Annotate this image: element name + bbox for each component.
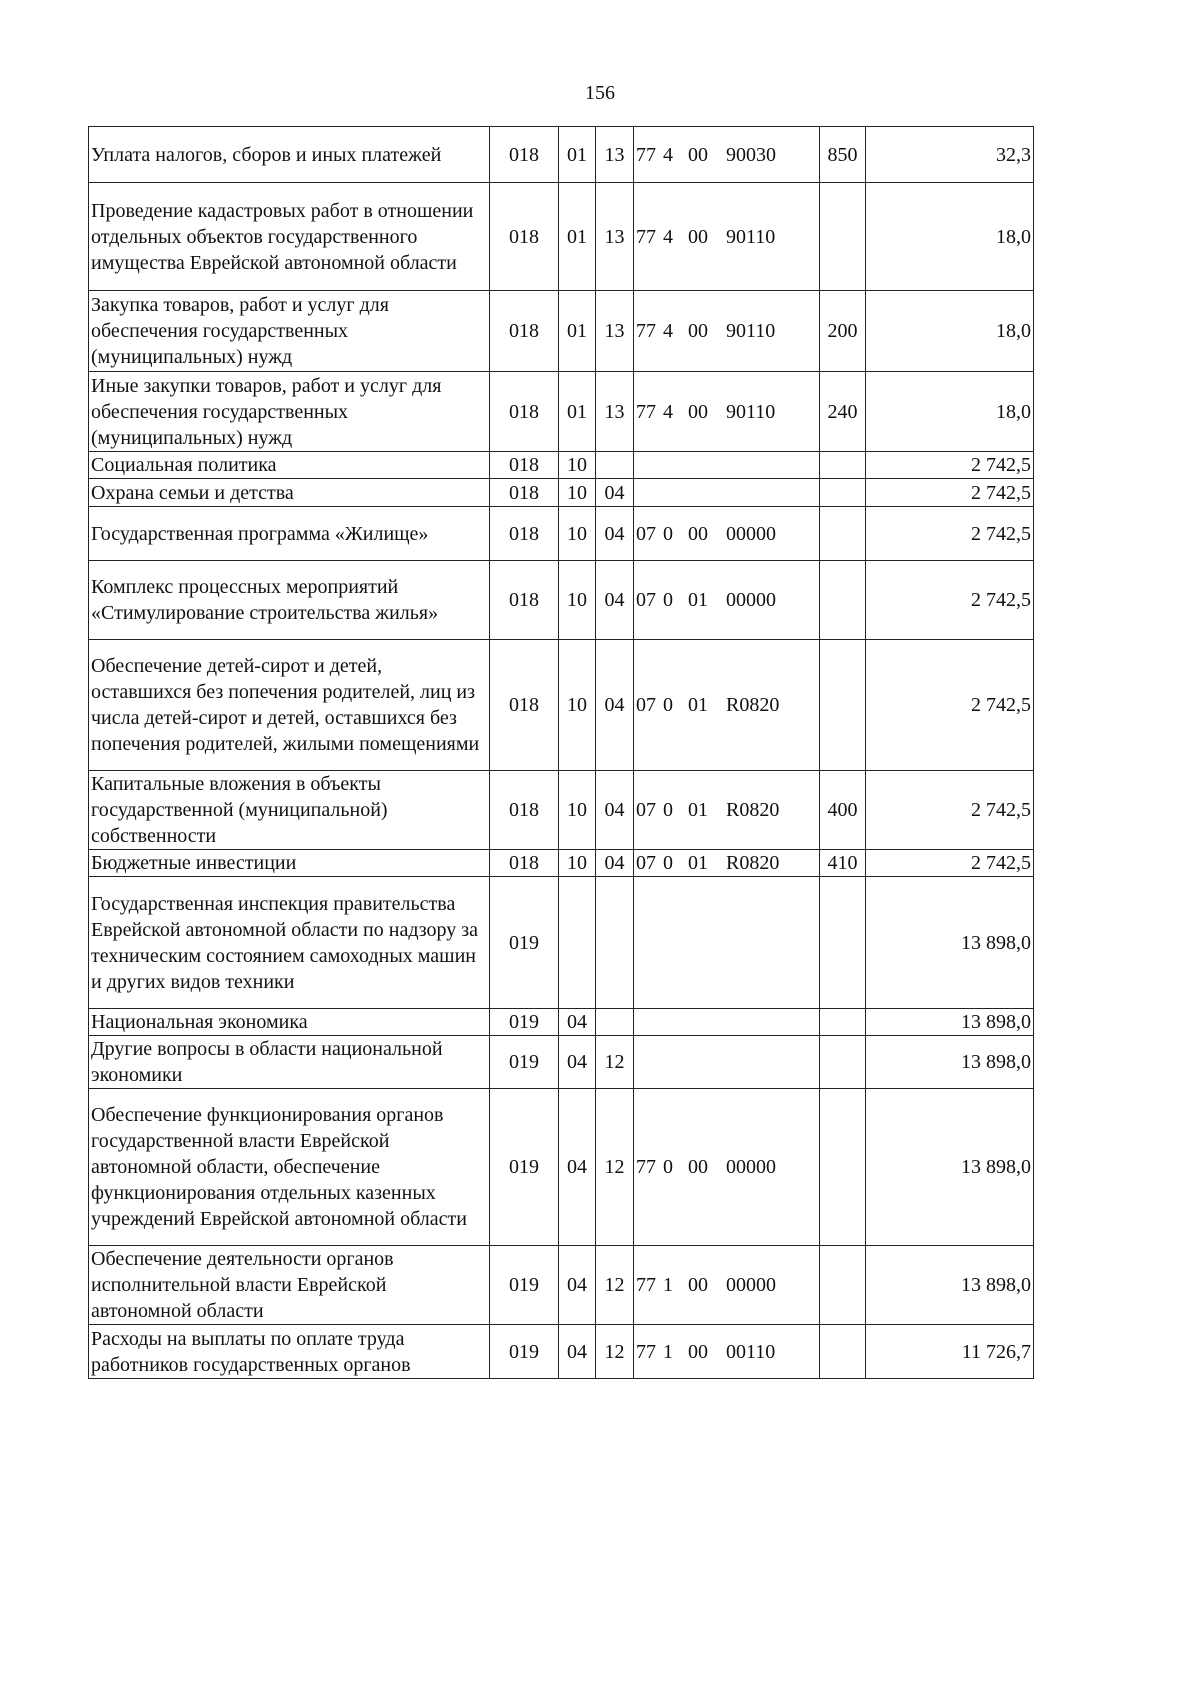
table-row: [89, 877, 1034, 1009]
row-name: Уплата налогов, сборов и иных платежей: [89, 127, 490, 183]
section-code: 04: [559, 1089, 596, 1246]
ministry-code: 019: [490, 877, 559, 1009]
program-code: [634, 479, 820, 507]
ministry-code: 019: [490, 1246, 559, 1325]
program-code: [634, 183, 820, 291]
program-code-part: 0: [663, 1156, 673, 1178]
subsection-code: 04: [596, 561, 634, 640]
ministry-code: 018: [490, 183, 559, 291]
subsection-code: 04: [596, 479, 634, 507]
subsection-code: 12: [596, 1036, 634, 1089]
amount: 32,3: [866, 127, 1034, 183]
program-code-part: 00000: [726, 1274, 776, 1296]
expense-type-code: [820, 561, 866, 640]
program-code: [634, 372, 820, 452]
ministry-code: 019: [490, 1089, 559, 1246]
amount: 13 898,0: [866, 1009, 1034, 1036]
amount: 2 742,5: [866, 561, 1034, 640]
row-name: Расходы на выплаты по оплате труда работников государственных органов: [89, 1325, 490, 1379]
program-code-part: 0: [663, 852, 673, 874]
table-body: [89, 127, 1034, 1379]
program-code-part: 77: [636, 400, 656, 423]
row-name: Проведение кадастровых работ в отношении отдельных объектов государственного имущества Еврейской автономной области: [89, 183, 490, 291]
section-code: 04: [559, 1246, 596, 1325]
table-row: [89, 452, 1034, 479]
expense-type-code: 240: [820, 372, 866, 452]
row-name: Обеспечение функционирования органов государственной власти Еврейской автономной области, обеспечение функционирования отдельных казенных учреждений Еврейской автономной области: [89, 1089, 490, 1246]
row-name: Бюджетные инвестиции: [89, 850, 490, 877]
section-code: 10: [559, 452, 596, 479]
program-code-part: 00110: [726, 1340, 776, 1363]
program-code-part: R0820: [726, 799, 780, 821]
amount: 2 742,5: [866, 452, 1034, 479]
expense-type-code: [820, 1089, 866, 1246]
program-code: [634, 127, 820, 183]
subsection-code: 13: [596, 291, 634, 372]
amount: 2 742,5: [866, 771, 1034, 850]
program-code-part: 90030: [726, 143, 776, 166]
expense-type-code: [820, 640, 866, 771]
program-code: [634, 1009, 820, 1036]
row-name: Охрана семьи и детства: [89, 479, 490, 507]
amount: 11 726,7: [866, 1325, 1034, 1379]
program-code-part: 00000: [726, 522, 776, 545]
program-code-part: 00: [688, 143, 708, 166]
row-name: Капитальные вложения в объекты государственной (муниципальной) собственности: [89, 771, 490, 850]
program-code-part: 0: [663, 589, 673, 611]
subsection-code: 04: [596, 771, 634, 850]
row-name: Комплекс процессных мероприятий «Стимулирование строительства жилья»: [89, 561, 490, 640]
ministry-code: 019: [490, 1325, 559, 1379]
section-code: [559, 877, 596, 1009]
expense-type-code: [820, 1246, 866, 1325]
program-code-part: 4: [663, 320, 673, 342]
expense-type-code: [820, 877, 866, 1009]
expense-type-code: [820, 507, 866, 561]
program-code: [634, 1325, 820, 1379]
program-code: [634, 771, 820, 850]
program-code: [634, 452, 820, 479]
section-code: 01: [559, 291, 596, 372]
ministry-code: 018: [490, 850, 559, 877]
section-code: 01: [559, 127, 596, 183]
program-code-part: 77: [636, 1156, 656, 1178]
page-number: 156: [585, 82, 615, 104]
section-code: 04: [559, 1009, 596, 1036]
amount: 13 898,0: [866, 1246, 1034, 1325]
section-code: 10: [559, 507, 596, 561]
program-code: [634, 1036, 820, 1089]
program-code-part: 77: [636, 143, 656, 166]
program-code-part: 4: [663, 143, 673, 166]
amount: 18,0: [866, 291, 1034, 372]
ministry-code: 019: [490, 1009, 559, 1036]
table-row: [89, 507, 1034, 561]
expense-type-code: 850: [820, 127, 866, 183]
section-code: 10: [559, 850, 596, 877]
program-code-part: 01: [688, 694, 708, 716]
subsection-code: 12: [596, 1089, 634, 1246]
program-code-part: 00: [688, 225, 708, 248]
amount: 13 898,0: [866, 1089, 1034, 1246]
program-code-part: 4: [663, 225, 673, 248]
amount: 2 742,5: [866, 479, 1034, 507]
budget-table: [88, 126, 1034, 1379]
table-row: [89, 127, 1034, 183]
program-code-part: 0: [663, 694, 673, 716]
program-code-part: 0: [663, 799, 673, 821]
table-row: [89, 479, 1034, 507]
program-code-part: 07: [636, 852, 656, 874]
section-code: 01: [559, 372, 596, 452]
program-code-part: R0820: [726, 694, 780, 716]
subsection-code: 13: [596, 183, 634, 291]
amount: 2 742,5: [866, 850, 1034, 877]
program-code-part: R0820: [726, 852, 780, 874]
program-code-part: 1: [663, 1274, 673, 1296]
program-code-part: 90110: [726, 400, 776, 423]
ministry-code: 018: [490, 479, 559, 507]
program-code: [634, 561, 820, 640]
program-code-part: 00000: [726, 1156, 776, 1178]
section-code: 10: [559, 479, 596, 507]
expense-type-code: [820, 479, 866, 507]
table-row: [89, 372, 1034, 452]
expense-type-code: 410: [820, 850, 866, 877]
section-code: 04: [559, 1036, 596, 1089]
subsection-code: 13: [596, 127, 634, 183]
program-code-part: 1: [663, 1340, 673, 1363]
program-code-part: 07: [636, 694, 656, 716]
ministry-code: 018: [490, 452, 559, 479]
program-code-part: 07: [636, 589, 656, 611]
amount: 2 742,5: [866, 640, 1034, 771]
program-code-part: 07: [636, 799, 656, 821]
row-name: Государственная инспекция правительства Еврейской автономной области по надзору за техническим состоянием самоходных машин и других видов техники: [89, 877, 490, 1009]
table-row: [89, 1325, 1034, 1379]
expense-type-code: [820, 1036, 866, 1089]
ministry-code: 018: [490, 127, 559, 183]
amount: 18,0: [866, 183, 1034, 291]
program-code-part: 01: [688, 799, 708, 821]
program-code: [634, 1089, 820, 1246]
row-name: Социальная политика: [89, 452, 490, 479]
table-row: [89, 640, 1034, 771]
subsection-code: [596, 877, 634, 1009]
table-row: [89, 1089, 1034, 1246]
section-code: 10: [559, 771, 596, 850]
program-code-part: 07: [636, 522, 656, 545]
ministry-code: 019: [490, 1036, 559, 1089]
program-code-part: 77: [636, 225, 656, 248]
table-row: [89, 291, 1034, 372]
section-code: 10: [559, 640, 596, 771]
row-name: Иные закупки товаров, работ и услуг для обеспечения государственных (муниципальных) нужд: [89, 372, 490, 452]
program-code-part: 77: [636, 1340, 656, 1363]
program-code: [634, 1246, 820, 1325]
row-name: Закупка товаров, работ и услуг для обеспечения государственных (муниципальных) нужд: [89, 291, 490, 372]
program-code-part: 90110: [726, 320, 776, 342]
program-code: [634, 850, 820, 877]
program-code: [634, 507, 820, 561]
table-row: [89, 1246, 1034, 1325]
program-code-part: 00: [688, 522, 708, 545]
ministry-code: 018: [490, 771, 559, 850]
program-code-part: 4: [663, 400, 673, 423]
program-code-part: 00: [688, 400, 708, 423]
expense-type-code: 200: [820, 291, 866, 372]
ministry-code: 018: [490, 291, 559, 372]
amount: 13 898,0: [866, 1036, 1034, 1089]
row-name: Национальная экономика: [89, 1009, 490, 1036]
program-code-part: 01: [688, 589, 708, 611]
ministry-code: 018: [490, 372, 559, 452]
table-row: [89, 183, 1034, 291]
expense-type-code: [820, 452, 866, 479]
subsection-code: 13: [596, 372, 634, 452]
row-name: Другие вопросы в области национальной экономики: [89, 1036, 490, 1089]
subsection-code: 12: [596, 1246, 634, 1325]
expense-type-code: [820, 183, 866, 291]
table-row: [89, 850, 1034, 877]
program-code-part: 01: [688, 852, 708, 874]
subsection-code: 12: [596, 1325, 634, 1379]
subsection-code: [596, 452, 634, 479]
subsection-code: 04: [596, 507, 634, 561]
table-row: [89, 1036, 1034, 1089]
subsection-code: 04: [596, 850, 634, 877]
program-code-part: 00: [688, 1274, 708, 1296]
section-code: 10: [559, 561, 596, 640]
amount: 18,0: [866, 372, 1034, 452]
program-code-part: 00: [688, 1156, 708, 1178]
section-code: 01: [559, 183, 596, 291]
program-code: [634, 877, 820, 1009]
program-code-part: 00: [688, 1340, 708, 1363]
program-code-part: 90110: [726, 225, 776, 248]
expense-type-code: 400: [820, 771, 866, 850]
expense-type-code: [820, 1325, 866, 1379]
ministry-code: 018: [490, 507, 559, 561]
row-name: Обеспечение деятельности органов исполнительной власти Еврейской автономной области: [89, 1246, 490, 1325]
subsection-code: [596, 1009, 634, 1036]
program-code-part: 0: [663, 522, 673, 545]
program-code: [634, 640, 820, 771]
row-name: Государственная программа «Жилище»: [89, 507, 490, 561]
amount: 2 742,5: [866, 507, 1034, 561]
table-row: [89, 561, 1034, 640]
program-code-part: 00000: [726, 589, 776, 611]
program-code-part: 77: [636, 1274, 656, 1296]
program-code-part: 00: [688, 320, 708, 342]
section-code: 04: [559, 1325, 596, 1379]
ministry-code: 018: [490, 561, 559, 640]
expense-type-code: [820, 1009, 866, 1036]
amount: 13 898,0: [866, 877, 1034, 1009]
subsection-code: 04: [596, 640, 634, 771]
table-row: [89, 1009, 1034, 1036]
program-code-part: 77: [636, 320, 656, 342]
ministry-code: 018: [490, 640, 559, 771]
program-code: [634, 291, 820, 372]
table-row: [89, 771, 1034, 850]
row-name: Обеспечение детей-сирот и детей, оставшихся без попечения родителей, лиц из числа детей-сирот и детей, оставшихся без попечения родителей, жилыми помещениями: [89, 640, 490, 771]
